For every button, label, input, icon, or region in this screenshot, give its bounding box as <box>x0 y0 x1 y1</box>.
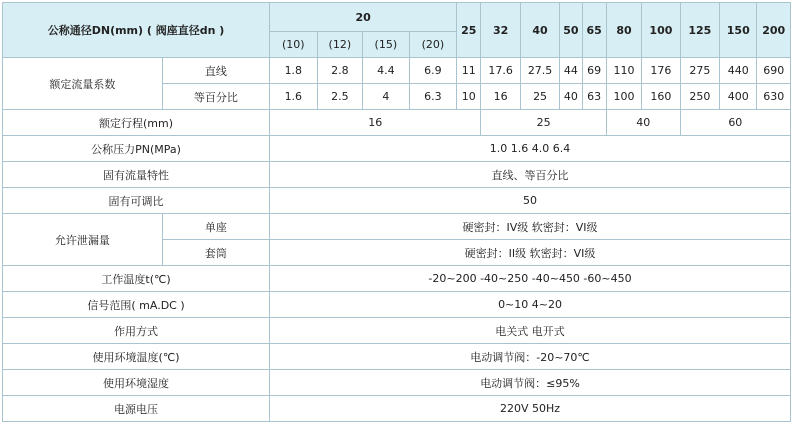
signal-row <box>3 292 791 318</box>
pressure-row <box>3 136 791 162</box>
sleeve-label: 套筒 <box>162 240 269 266</box>
kv-value: 1.6 <box>270 84 318 110</box>
kv-value: 160 <box>642 84 680 110</box>
kv-value: 25 <box>520 84 559 110</box>
single-seat-value: 硬密封：IV级 软密封：VI级 <box>270 214 791 240</box>
header-size: 100 <box>642 3 680 58</box>
kv-value: 275 <box>680 58 719 84</box>
kv-value: 440 <box>720 58 757 84</box>
env-temp-row <box>3 344 791 370</box>
kv-value: 17.6 <box>481 58 520 84</box>
signal-label: 信号范围( mA.DC ) <box>3 292 270 318</box>
kv-value: 10 <box>457 84 481 110</box>
header-size: 150 <box>720 3 757 58</box>
kv-value: 16 <box>481 84 520 110</box>
kv-value: 4.4 <box>363 58 410 84</box>
header-size: 65 <box>582 3 606 58</box>
header-size: 50 <box>560 3 582 58</box>
kv-value: 400 <box>720 84 757 110</box>
env-temp-label: 使用环境温度(℃) <box>3 344 270 370</box>
rangeability-row <box>3 188 791 214</box>
kv-value: 690 <box>757 58 791 84</box>
header-dn20: 20 <box>270 3 457 32</box>
kv-value: 6.3 <box>409 84 457 110</box>
work-temp-row <box>3 266 791 292</box>
valve-spec-table <box>2 2 791 422</box>
kv-value: 176 <box>642 58 680 84</box>
kv-value: 2.8 <box>317 58 363 84</box>
rangeability-value: 50 <box>270 188 791 214</box>
power-row <box>3 396 791 422</box>
flow-coeff-linear-row <box>3 58 791 84</box>
power-value: 220V 50Hz <box>270 396 791 422</box>
flow-coeff-label: 额定流量系数 <box>3 58 163 110</box>
action-label: 作用方式 <box>3 318 270 344</box>
rangeability-label: 固有可调比 <box>3 188 270 214</box>
kv-value: 11 <box>457 58 481 84</box>
header-size: 200 <box>757 3 791 58</box>
flow-char-label: 固有流量特性 <box>3 162 270 188</box>
work-temp-value: -20~200 -40~250 -40~450 -60~450 <box>270 266 791 292</box>
env-temp-value: 电动调节阀：-20~70℃ <box>270 344 791 370</box>
kv-value: 63 <box>582 84 606 110</box>
kv-value: 2.5 <box>317 84 363 110</box>
pressure-value: 1.0 1.6 4.0 6.4 <box>270 136 791 162</box>
power-label: 电源电压 <box>3 396 270 422</box>
kv-value: 6.9 <box>409 58 457 84</box>
env-humidity-row <box>3 370 791 396</box>
seat-diameter: (12) <box>317 32 363 58</box>
kv-value: 110 <box>606 58 641 84</box>
kv-value: 630 <box>757 84 791 110</box>
leakage-label: 允许泄漏量 <box>3 214 163 266</box>
seat-diameter: (15) <box>363 32 410 58</box>
kv-value: 1.8 <box>270 58 318 84</box>
kv-value: 27.5 <box>520 58 559 84</box>
action-value: 电关式 电开式 <box>270 318 791 344</box>
linear-label: 直线 <box>162 58 269 84</box>
seat-diameter: (20) <box>409 32 457 58</box>
stroke-value: 25 <box>481 110 606 136</box>
single-seat-label: 单座 <box>162 214 269 240</box>
signal-value: 0~10 4~20 <box>270 292 791 318</box>
action-row <box>3 318 791 344</box>
header-size: 125 <box>680 3 719 58</box>
header-size: 32 <box>481 3 520 58</box>
kv-value: 40 <box>560 84 582 110</box>
flow-char-row <box>3 162 791 188</box>
header-size: 25 <box>457 3 481 58</box>
env-humidity-value: 电动调节阀：≤95% <box>270 370 791 396</box>
stroke-label: 额定行程(mm) <box>3 110 270 136</box>
header-row <box>3 3 791 32</box>
stroke-value: 60 <box>680 110 790 136</box>
kv-value: 100 <box>606 84 641 110</box>
stroke-row <box>3 110 791 136</box>
header-title: 公称通径DN(mm) ( 阀座直径dn ) <box>3 3 270 58</box>
sleeve-value: 硬密封：II级 软密封：VI级 <box>270 240 791 266</box>
kv-value: 250 <box>680 84 719 110</box>
stroke-value: 40 <box>606 110 680 136</box>
header-size: 40 <box>520 3 559 58</box>
kv-value: 4 <box>363 84 410 110</box>
kv-value: 44 <box>560 58 582 84</box>
pressure-label: 公称压力PN(MPa) <box>3 136 270 162</box>
leakage-single-row <box>3 214 791 240</box>
header-size: 80 <box>606 3 641 58</box>
env-humidity-label: 使用环境湿度 <box>3 370 270 396</box>
stroke-value: 16 <box>270 110 481 136</box>
flow-char-value: 直线、等百分比 <box>270 162 791 188</box>
seat-diameter: (10) <box>270 32 318 58</box>
equal-percent-label: 等百分比 <box>162 84 269 110</box>
kv-value: 69 <box>582 58 606 84</box>
work-temp-label: 工作温度t(℃) <box>3 266 270 292</box>
